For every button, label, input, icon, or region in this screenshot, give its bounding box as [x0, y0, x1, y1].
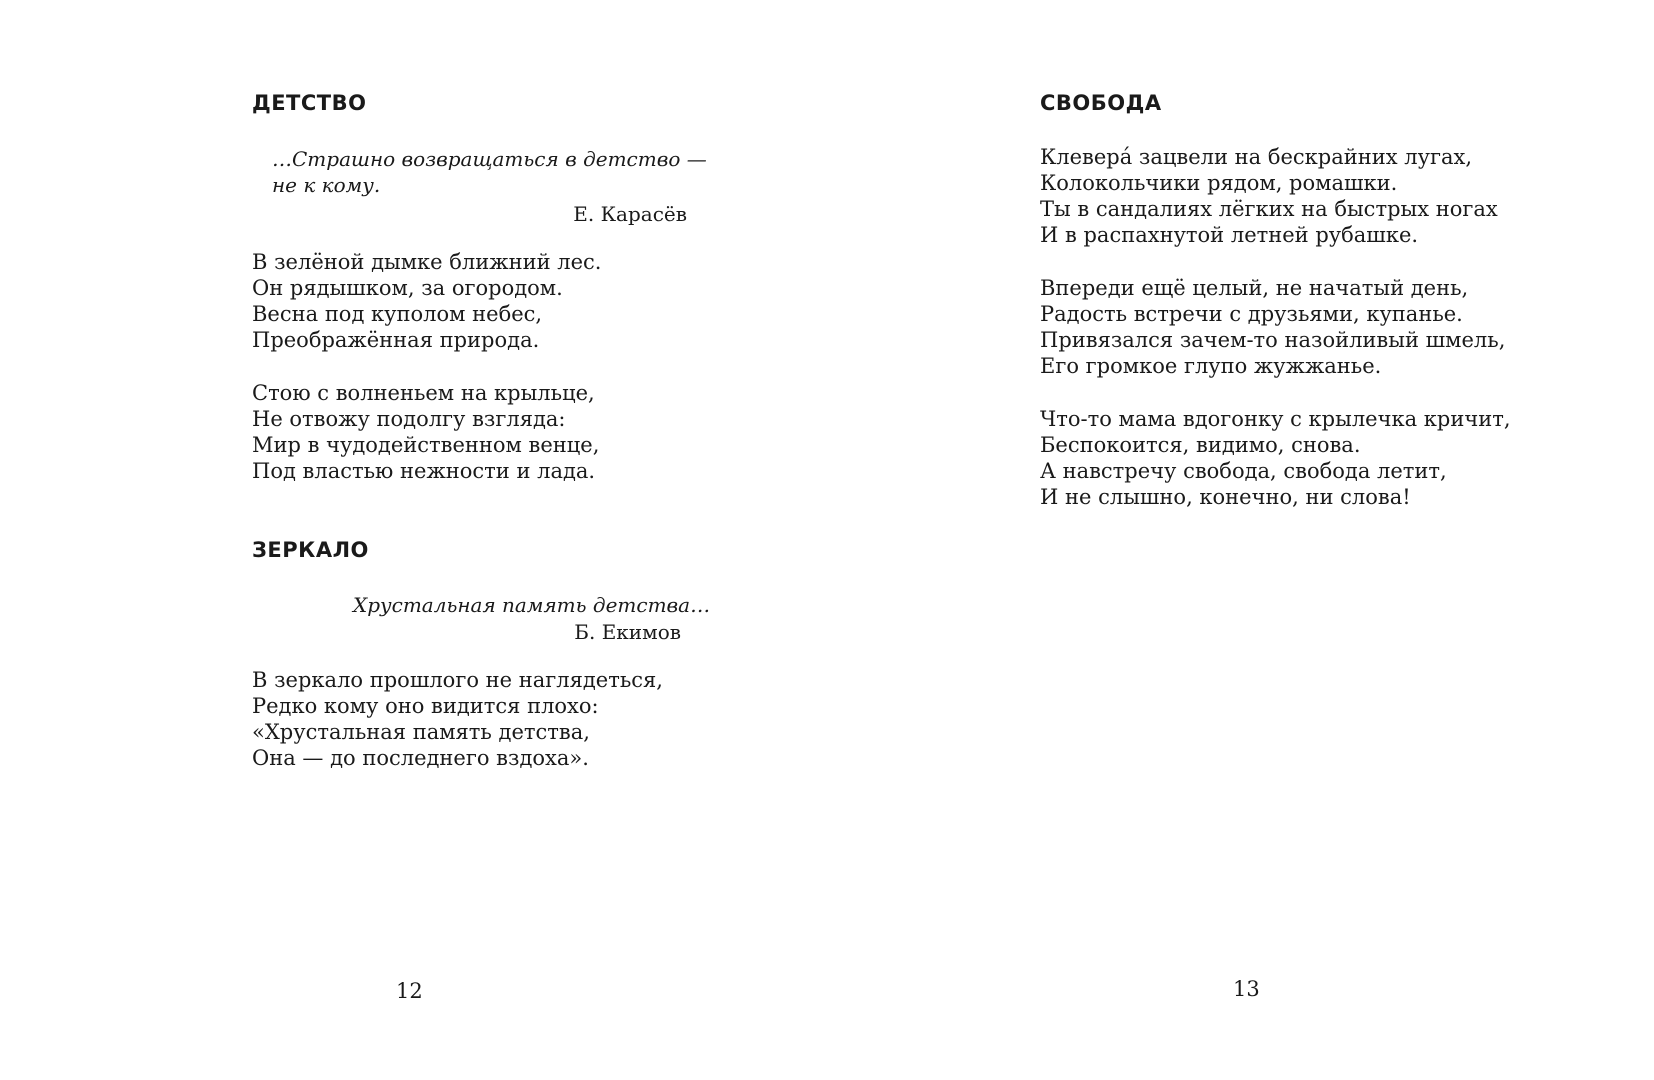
epigraph-zerkalo	[353, 592, 710, 618]
poem-line: Впереди ещё целый, не начатый день,	[1040, 276, 1469, 300]
epigraph-detstvo	[272, 146, 707, 198]
page-number: 13	[1233, 977, 1260, 1001]
poem-line: И не слышно, конечно, ни слова!	[1040, 485, 1411, 509]
stanza	[252, 667, 663, 771]
poem-title-zerkalo: ЗЕРКАЛО	[252, 538, 369, 562]
right-page	[827, 0, 1654, 1080]
poem-line: Привязался зачем-то назойливый шмель,	[1040, 328, 1506, 352]
epigraph-line: …Страшно возвращаться в детство —	[272, 147, 707, 171]
stanza	[252, 249, 601, 353]
poem-title-svoboda: СВОБОДА	[1040, 91, 1162, 115]
poem-line: Преображённая природа.	[252, 328, 540, 352]
poem-line: Колокольчики рядом, ромашки.	[1040, 171, 1398, 195]
poem-line: Редко кому оно видится плохо:	[252, 694, 599, 718]
epigraph-line: не к кому.	[272, 173, 381, 197]
poem-line: Он рядышком, за огородом.	[252, 276, 563, 300]
stanza	[1040, 275, 1505, 379]
poem-line: Под властью нежности и лада.	[252, 459, 596, 483]
poem-line: Что-то мама вдогонку с крылечка кричит,	[1040, 407, 1511, 431]
page-number: 12	[396, 979, 423, 1003]
epigraph-author: Е. Карасёв	[573, 202, 687, 226]
poem-line: В зелёной дымке ближний лес.	[252, 250, 602, 274]
epigraph-line: Хрустальная память детства…	[353, 593, 711, 617]
epigraph-author: Б. Екимов	[574, 620, 681, 644]
poem-line: Беспокоится, видимо, снова.	[1040, 433, 1361, 457]
stanza	[1040, 406, 1511, 510]
poem-line: Радость встречи с друзьями, купанье.	[1040, 302, 1463, 326]
stanza	[1040, 144, 1498, 248]
poem-line: А навстречу свобода, свобода летит,	[1040, 459, 1447, 483]
poem-line: Она — до последнего вздоха».	[252, 746, 589, 770]
poem-line: Стою с волненьем на крыльце,	[252, 381, 595, 405]
poem-line: Его громкое глупо жужжанье.	[1040, 354, 1382, 378]
stanza	[252, 380, 599, 484]
poem-line: Не отвожу подолгу взгляда:	[252, 407, 566, 431]
poem-line: И в распахнутой летней рубашке.	[1040, 223, 1419, 247]
poem-line: Ты в сандалиях лёгких на быстрых ногах	[1040, 197, 1498, 221]
poem-line: В зеркало прошлого не наглядеться,	[252, 668, 663, 692]
poem-line: Весна под куполом небес,	[252, 302, 543, 326]
poem-line: Клевера́ зацвели на бескрайних лугах,	[1040, 145, 1473, 169]
poem-line: «Хрустальная память детства,	[252, 720, 590, 744]
poem-line: Мир в чудодейственном венце,	[252, 433, 600, 457]
poem-title-detstvo: ДЕТСТВО	[252, 91, 367, 115]
